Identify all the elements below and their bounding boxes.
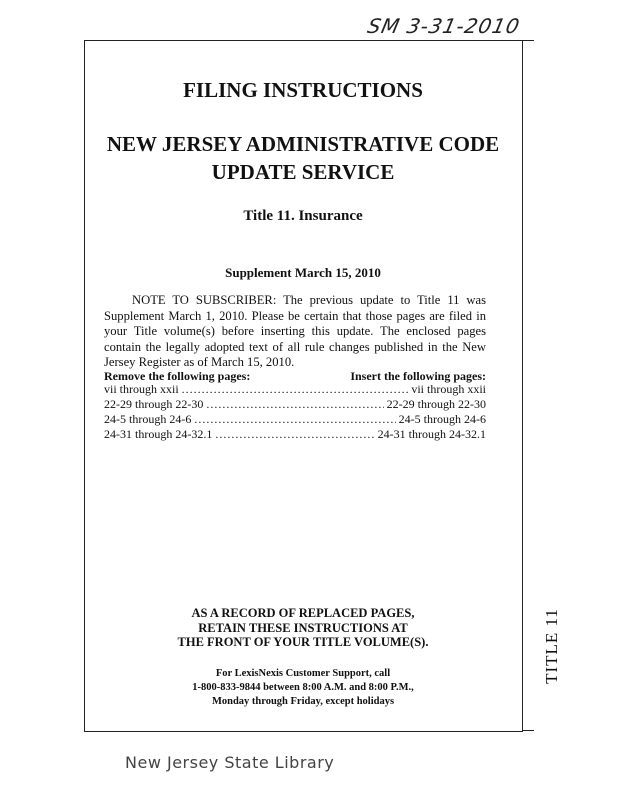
subscriber-note: NOTE TO SUBSCRIBER: The previous update to Title 11 was Supplement March 1, 2010. Please be certain that those pages are filed in your Title volume(s) before inserting this update. The enclosed pages contain the legally adopted text of all rule changes published in the New Jersey Register as of March 15, 2010. — [104, 293, 486, 369]
list-item — [104, 397, 486, 412]
page-list — [104, 382, 486, 442]
record-line: THE FRONT OF YOUR TITLE VOLUME(S). — [177, 635, 429, 649]
list-item — [104, 382, 486, 397]
insert-pages: 24-5 through 24-6 — [398, 412, 486, 426]
code-title — [84, 130, 522, 186]
record-instructions — [84, 606, 522, 650]
frame-line-bottom — [522, 730, 534, 731]
tab-label: TITLE 11 — [542, 608, 561, 684]
customer-support — [84, 667, 522, 709]
dot-leader — [215, 427, 374, 442]
insert-header: Insert the following pages: — [350, 369, 486, 383]
list-item — [104, 427, 486, 442]
dot-leader — [206, 397, 383, 412]
title-name: Title 11. Insurance — [243, 208, 363, 224]
support-line: For LexisNexis Customer Support, call — [215, 668, 391, 679]
list-item — [104, 412, 486, 427]
record-line: RETAIN THESE INSTRUCTIONS AT — [198, 620, 408, 635]
code-title-line2: UPDATE SERVICE — [211, 160, 395, 184]
support-line: 1-800-833-9844 between 8:00 A.M. and 8:00 P.M., — [192, 682, 414, 693]
dot-leader — [182, 382, 409, 397]
dot-leader — [194, 412, 395, 427]
library-stamp: New Jersey State Library — [125, 753, 335, 772]
remove-pages: 24-31 through 24-32.1 — [104, 427, 213, 441]
supplement-date: Supplement March 15, 2010 — [225, 265, 381, 280]
insert-pages: 24-31 through 24-32.1 — [377, 427, 486, 441]
record-line: AS A RECORD OF REPLACED PAGES, — [191, 606, 415, 620]
remove-pages: 24-5 through 24-6 — [104, 412, 192, 426]
support-line: Monday through Friday, except holidays — [211, 696, 395, 707]
insert-pages: vii through xxii — [411, 382, 486, 396]
handwritten-note: SM 3-31-2010 — [365, 14, 523, 38]
remove-pages: 22-29 through 22-30 — [104, 397, 204, 411]
insert-pages: 22-29 through 22-30 — [386, 397, 486, 411]
heading: FILING INSTRUCTIONS — [183, 78, 423, 102]
remove-pages: vii through xxii — [104, 382, 179, 396]
remove-header: Remove the following pages: — [104, 369, 251, 383]
code-title-line1: NEW JERSEY ADMINISTRATIVE CODE — [106, 132, 500, 156]
